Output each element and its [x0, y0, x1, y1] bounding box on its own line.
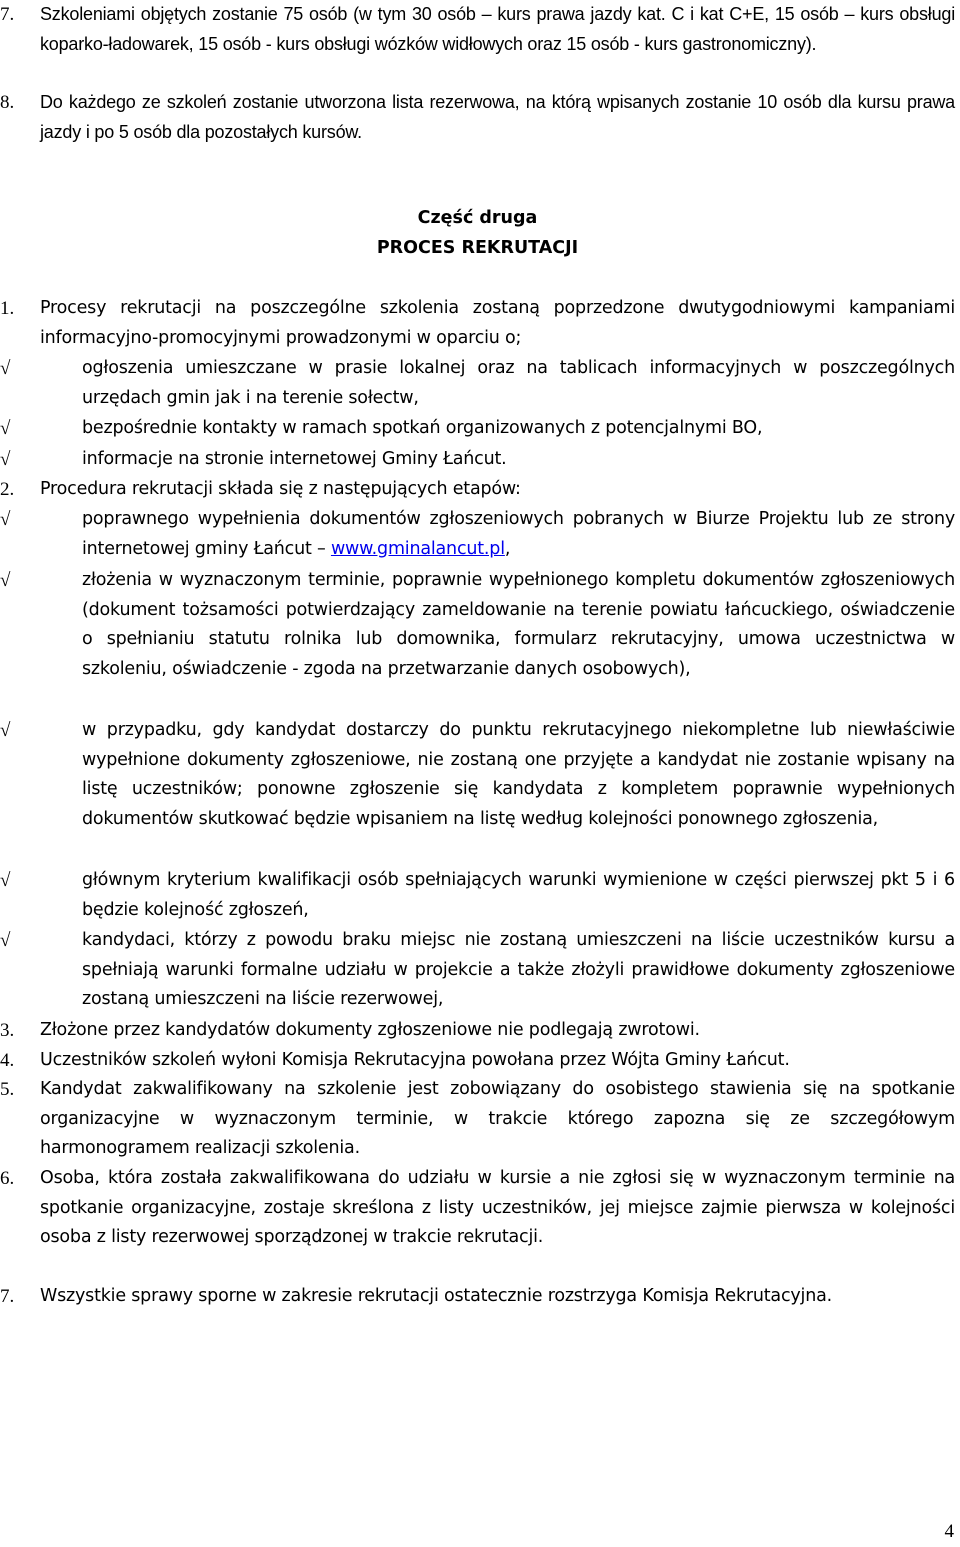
item-number: 3. [0, 1020, 15, 1041]
check-icon: √ [0, 449, 11, 470]
bullet-text: złożenia w wyznaczonym terminie, poprawnie wypełnionego kompletu dokumentów zgłoszeniowych (dokument tożsamości potwierdzający zameldowanie na terenie powiatu łańcuckiego, oświadczenie o spełnianiu statutu rolnika lub domownika, formularz rekrutacyjny, umowa uczestnictwa w szkoleniu, oświadczenie - zgoda na przetwarzanie danych osobowych), [82, 570, 955, 680]
item-number: 7. [0, 1286, 15, 1307]
item-number: 6. [0, 1168, 15, 1189]
bullet-text: bezpośrednie kontakty w ramach spotkań organizowanych z potencjalnymi BO, [82, 418, 763, 438]
section-title: Część druga [417, 208, 538, 228]
check-icon: √ [0, 870, 11, 891]
bullet-text [82, 505, 955, 564]
section-subtitle: PROCES REKRUTACJI [376, 238, 579, 258]
bullet-text: ogłoszenia umieszczane w prasie lokalnej oraz na tablicach informacyjnych w poszczególnych urzędach gmin jak i na terenie sołectw, [82, 358, 955, 408]
item-text: Procedura rekrutacji składa się z następujących etapów: [40, 479, 521, 499]
item-number: 7. [0, 4, 15, 25]
item-text: Procesy rekrutacji na poszczególne szkolenia zostaną poprzedzone dwutygodniowymi kampaniami informacyjno-promocyjnymi prowadzonymi w oparciu o; [40, 298, 955, 348]
item-number: 1. [0, 298, 15, 319]
check-icon: √ [0, 930, 11, 951]
bullet-text: w przypadku, gdy kandydat dostarczy do punktu rekrutacyjnego niekompletne lub niewłaściwie wypełnione dokumenty zgłoszeniowe, nie zostaną one przyjęte a kandydat nie zostanie wpisany na listę uczestników; ponowne zgłoszenie się kandydata z kompletem poprawnie wypełnionych dokumentów skutkować będzie wpisaniem na listę według kolejności ponownego zgłoszenia, [82, 720, 955, 830]
bullet-text: kandydaci, którzy z powodu braku miejsc nie zostaną umieszczeni na liście uczestników kursu a spełniają warunki formalne udziału w projekcie a także złożyli prawidłowe dokumenty zgłoszeniowe zostaną umieszczeni na liście rezerwowej, [82, 930, 955, 1010]
bullet-text: informacje na stronie internetowej Gminy Łańcut. [82, 449, 507, 469]
item-text: Do każdego ze szkoleń zostanie utworzona lista rezerwowa, na którą wpisanych zostanie 10 osób dla kursu prawa jazdy i po 5 osób dla pozostałych kursów. [40, 92, 955, 142]
check-icon: √ [0, 358, 11, 379]
website-link[interactable]: www.gminalancut.pl [330, 538, 505, 559]
item-text: Szkoleniami objętych zostanie 75 osób (w tym 30 osób – kurs prawa jazdy kat. C i kat C+E, 15 osób – kurs obsługi koparko-ładowarek, 15 osób - kurs obsługi wózków widłowych oraz 15 osób - kurs gastronomiczny). [40, 4, 955, 54]
bullet-text: głównym kryterium kwalifikacji osób spełniających warunki wymienione w części pierwszej pkt 5 i 6 będzie kolejność zgłoszeń, [82, 870, 955, 920]
item-text: Uczestników szkoleń wyłoni Komisja Rekrutacyjna powołana przez Wójta Gminy Łańcut. [40, 1050, 790, 1070]
item-number: 8. [0, 92, 15, 113]
page-number: 4 [944, 1521, 954, 1542]
bullet-text-part: poprawnego wypełnienia dokumentów zgłoszeniowych pobranych w Biurze Projektu lub ze strony internetowej gminy Łańcut – [82, 509, 955, 559]
check-icon: √ [0, 720, 11, 741]
item-text: Złożone przez kandydatów dokumenty zgłoszeniowe nie podlegają zwrotowi. [40, 1020, 700, 1040]
item-text: Kandydat zakwalifikowany na szkolenie jest zobowiązany do osobistego stawienia się na spotkanie organizacyjne w wyznaczonym terminie, w trakcie którego zapozna się ze szczegółowym harmonogramem realizacji szkolenia. [40, 1079, 955, 1159]
check-icon: √ [0, 418, 11, 439]
item-text: Wszystkie sprawy sporne w zakresie rekrutacji ostatecznie rozstrzyga Komisja Rekrutacyjna. [40, 1286, 832, 1306]
item-number: 2. [0, 479, 15, 500]
bullet-text-part: , [504, 538, 511, 559]
item-text: Osoba, która została zakwalifikowana do udziału w kursie a nie zgłosi się w wyznaczonym terminie na spotkanie organizacyjne, zostaje skreślona z listy uczestników, jej miejsce zajmie pierwsza w kolejności osoba z listy rezerwowej sporządzonej w trakcie rekrutacji. [40, 1168, 955, 1248]
check-icon: √ [0, 509, 11, 530]
item-number: 5. [0, 1079, 15, 1100]
item-number: 4. [0, 1050, 15, 1071]
check-icon: √ [0, 570, 11, 591]
